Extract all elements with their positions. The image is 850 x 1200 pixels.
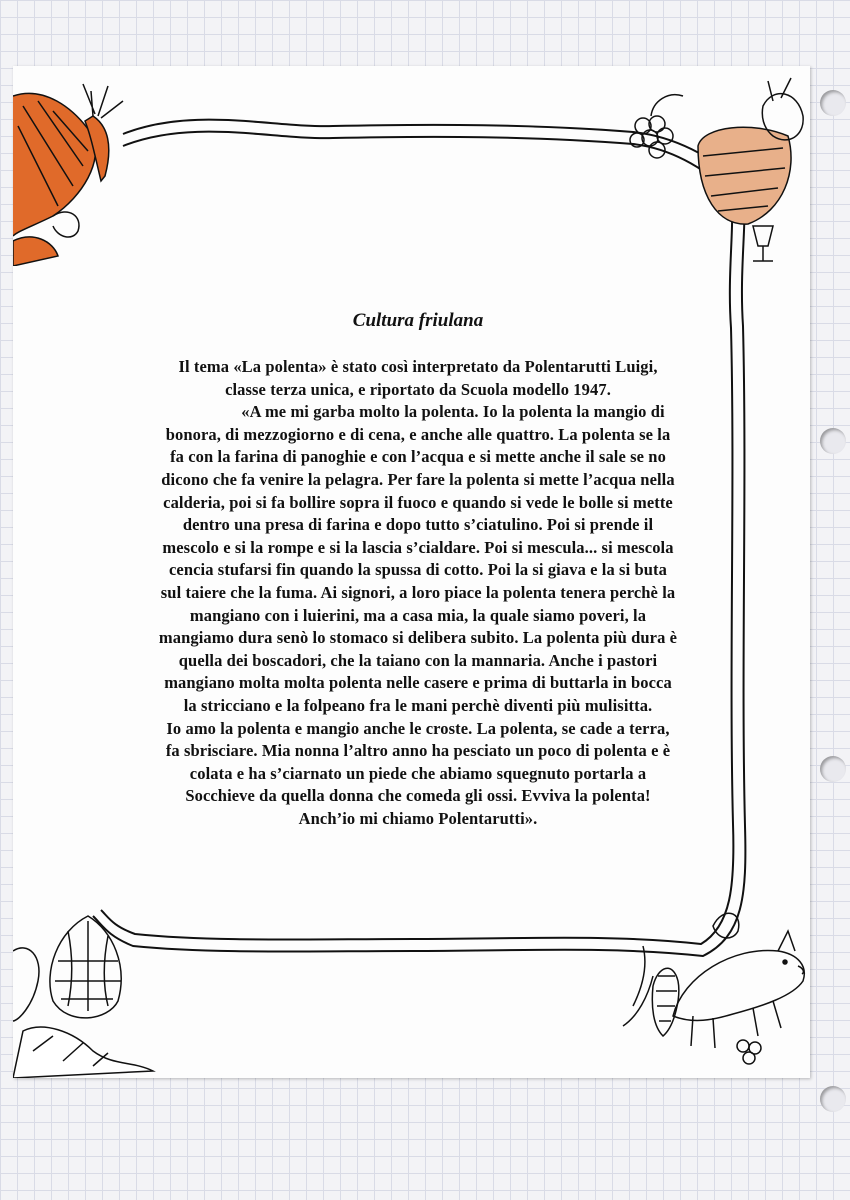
punch-hole xyxy=(820,756,846,782)
body-line: mangiamo dura senò lo stomaco si delibera subito. La polenta più dura è xyxy=(158,628,678,648)
body-line: quella dei boscadori, che la taiano con la mannaria. Anche i pastori xyxy=(178,650,658,670)
body-line: dentro una presa di farina e dopo tutto s’ciatulino. Poi si prende il xyxy=(182,515,654,535)
carrot-vegetables-illustration xyxy=(13,66,153,266)
artichoke-vegetables-illustration xyxy=(13,911,163,1078)
printed-sheet xyxy=(13,66,810,1078)
punch-hole xyxy=(820,1086,846,1112)
intro-line: Il tema «La polenta» è stato così interpretato da Polentarutti Luigi, xyxy=(178,357,658,376)
body-line: Anch’io mi chiamo Polentarutti». xyxy=(298,808,538,828)
body-line: mangiano con i luierini, ma a casa mia, la quale siamo poveri, la xyxy=(189,605,647,625)
body-line: Socchieve da quella donna che comeda gli ossi. Evviva la polenta! xyxy=(185,786,651,806)
body-line: mangiano molta molta polenta nelle casere e prima di buttarla in bocca xyxy=(164,673,672,693)
article-title: Cultura friulana xyxy=(352,310,484,331)
body-line: Io amo la polenta e mangio anche le croste. La polenta, se cade a terra, xyxy=(166,718,670,738)
body-line: dicono che fa venire la pelagra. Per fare la polenta si mette l’acqua nella xyxy=(161,469,675,489)
pig-corn-illustration xyxy=(613,896,810,1078)
article xyxy=(98,310,738,830)
body-line: mescolo e si la rompe e si la lascia s’cialdare. Poi si mescula... si mescola xyxy=(162,537,674,557)
body-line: fa sbrisciare. Mia nonna l’altro anno ha pesciato un poco di polenta e è xyxy=(165,741,671,761)
body-line: calderia, poi si fa bollire sopra il fuoco e quando si vede le bolle si mette xyxy=(163,492,673,512)
grapes-pot-wine-illustration xyxy=(613,76,810,266)
body-line: fa con la farina di panoghie e con l’acqua e si mette anche il sale se no xyxy=(170,447,666,467)
punch-hole xyxy=(820,428,846,454)
body-line: la stricciano e la folpeano fra le mani perchè diventi più mulisitta. xyxy=(183,695,653,715)
body-line: bonora, di mezzogiorno e di cena, e anche alle quattro. La polenta se la xyxy=(165,424,671,444)
punch-hole xyxy=(820,90,846,116)
intro-line: classe terza unica, e riportato da Scuola modello 1947. xyxy=(225,379,611,399)
body-line: colata e ha s’ciarnato un piede che abiamo squegnuto portarla a xyxy=(189,763,647,783)
article-body xyxy=(98,356,738,830)
body-line: «A me mi garba molto la polenta. Io la polenta la mangio di xyxy=(241,402,665,422)
body-line: cencia stufarsi fin quando la spussa di cotto. Poi la si giava e la si buta xyxy=(169,560,667,580)
body-line: sul taiere che la fuma. Ai signori, a loro piace la polenta tenera perchè la xyxy=(160,582,676,602)
